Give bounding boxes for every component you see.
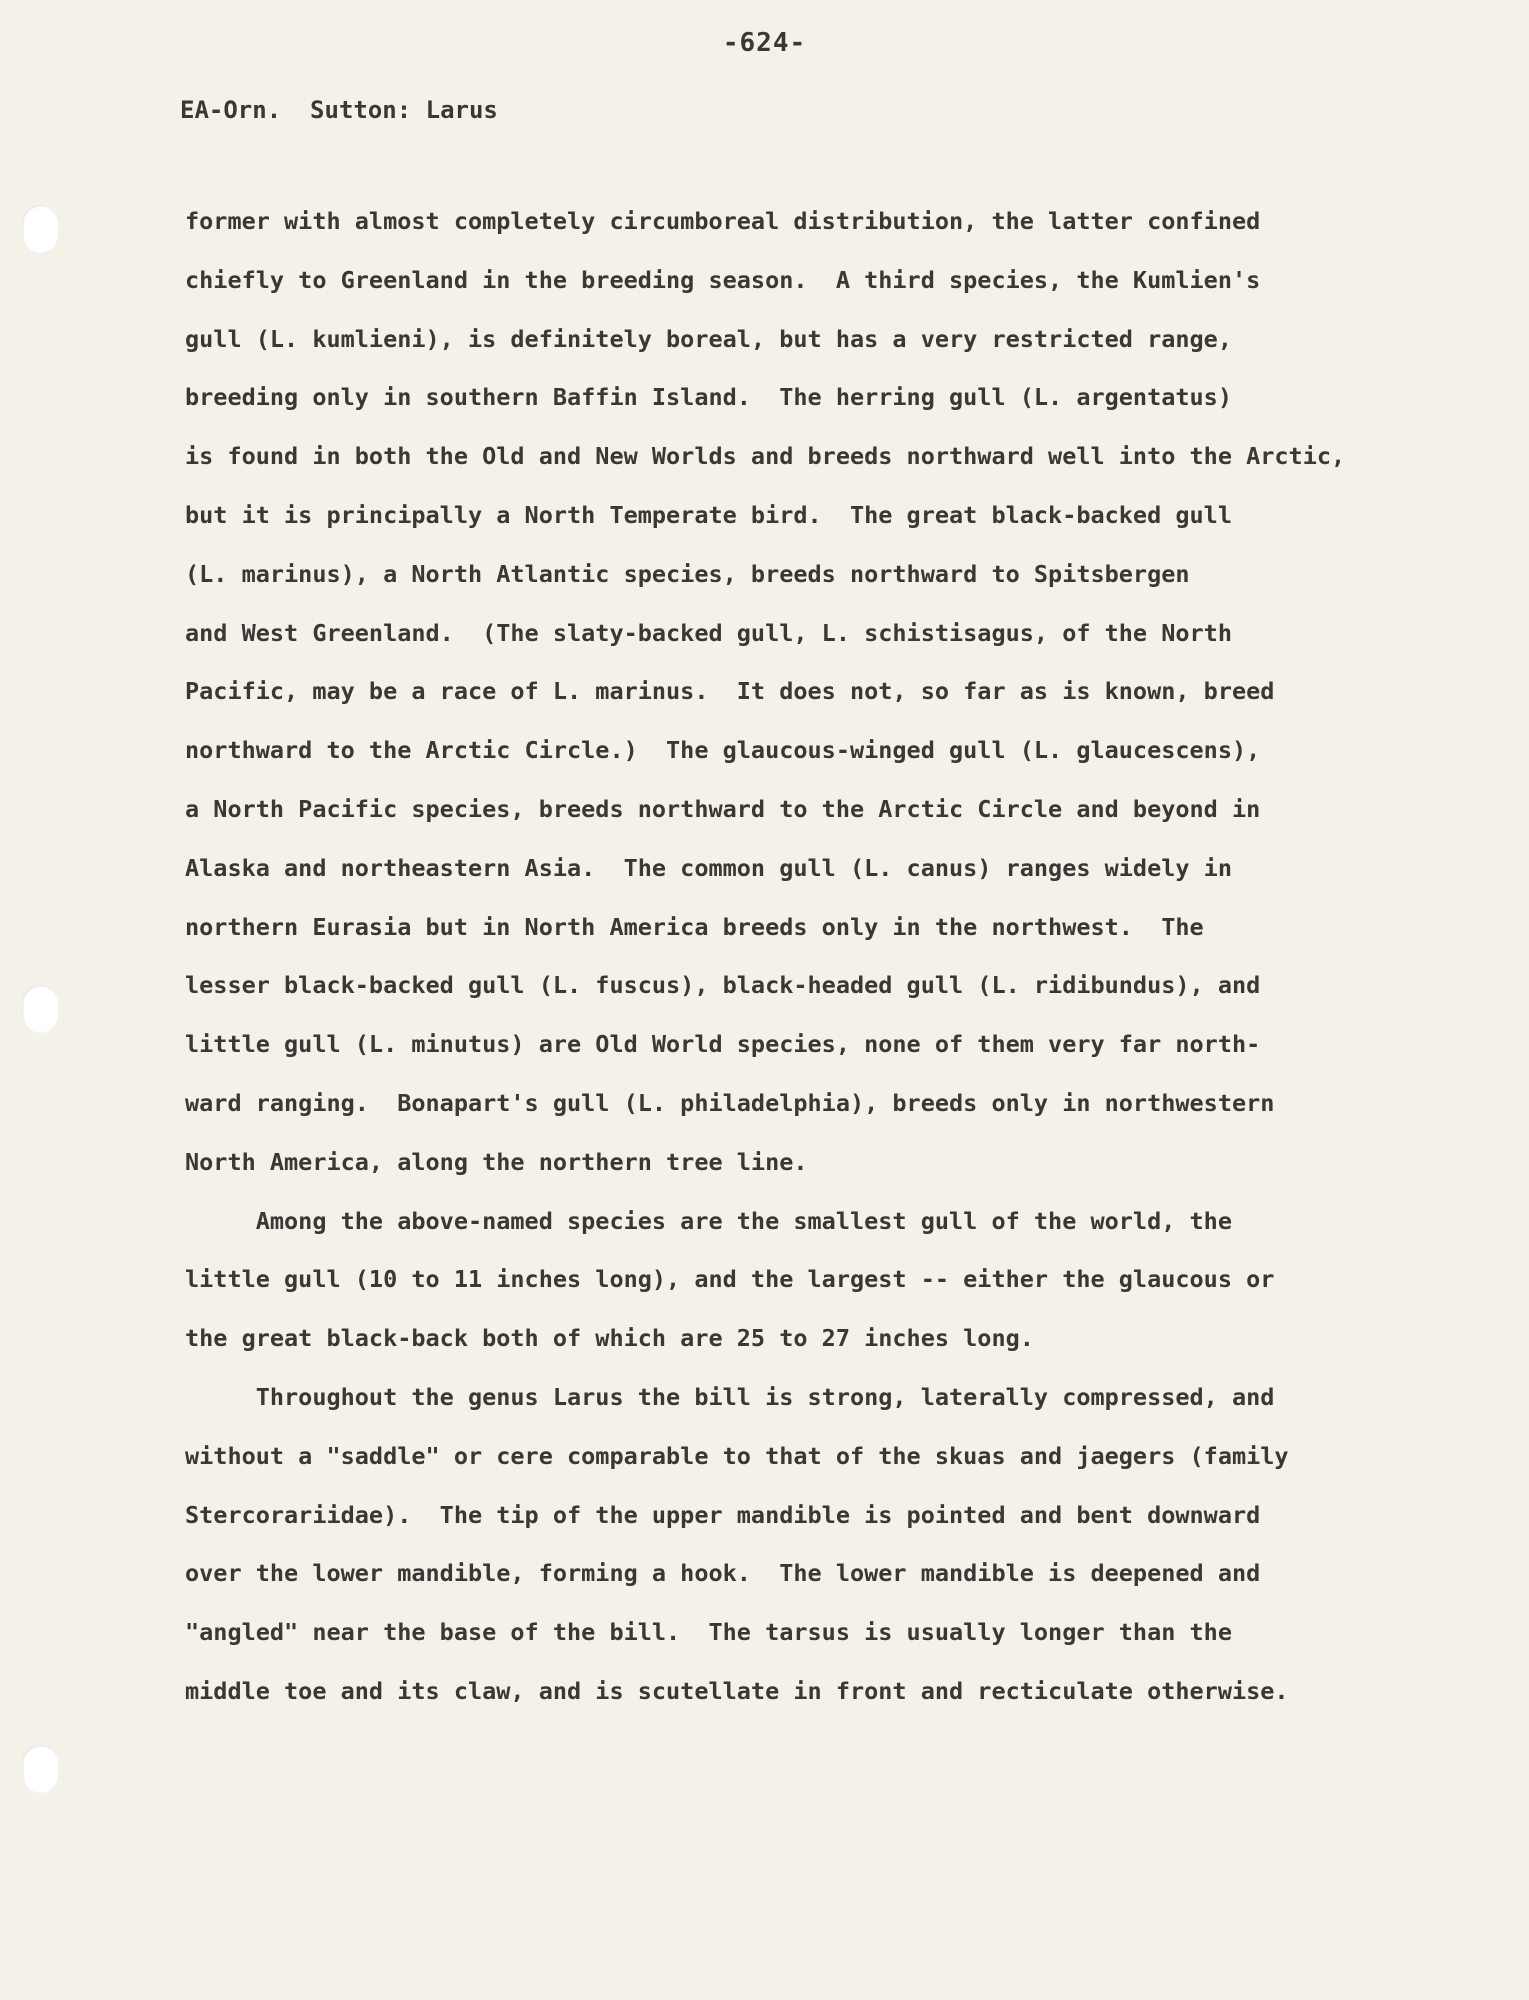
text-line: Among the above-named species are the smallest gull of the world, the <box>185 1206 1232 1235</box>
text-line: breeding only in southern Baffin Island. The herring gull (L. argentatus) <box>185 383 1232 412</box>
text-line: is found in both the Old and New Worlds and breeds northward well into the Arctic, <box>185 442 1346 471</box>
text-line: northward to the Arctic Circle.) The glaucous-winged gull (L. glaucescens), <box>185 736 1261 765</box>
text-line: "angled" near the base of the bill. The tarsus is usually longer than the <box>185 1618 1232 1647</box>
running-head: EA-Orn. Sutton: Larus <box>180 96 498 124</box>
text-line: (L. marinus), a North Atlantic species, breeds northward to Spitsbergen <box>185 559 1190 588</box>
text-line: Alaska and northeastern Asia. The common gull (L. canus) ranges widely in <box>185 853 1232 882</box>
text-line: little gull (L. minutus) are Old World species, none of them very far north- <box>185 1030 1261 1059</box>
text-line: a North Pacific species, breeds northward to the Arctic Circle and beyond in <box>185 794 1261 823</box>
text-line: ward ranging. Bonapart's gull (L. philadelphia), breeds only in northwestern <box>185 1088 1275 1117</box>
text-line: Stercorariidae). The tip of the upper mandible is pointed and bent downward <box>185 1500 1261 1529</box>
text-line: middle toe and its claw, and is scutellate in front and recticulate otherwise. <box>185 1676 1289 1705</box>
text-line: without a "saddle" or cere comparable to that of the skuas and jaegers (family <box>185 1441 1289 1470</box>
body-text <box>185 206 1485 1735</box>
text-line: former with almost completely circumboreal distribution, the latter confined <box>185 207 1261 235</box>
punch-hole <box>22 1745 58 1793</box>
text-line: little gull (10 to 11 inches long), and the largest -- either the glaucous or <box>185 1265 1275 1294</box>
text-line: northern Eurasia but in North America breeds only in the northwest. The <box>185 912 1204 941</box>
text-line: lesser black-backed gull (L. fuscus), black-headed gull (L. ridibundus), and <box>185 971 1261 1000</box>
text-line: but it is principally a North Temperate bird. The great black-backed gull <box>185 500 1232 529</box>
text-line: the great black-back both of which are 25 to 27 inches long. <box>185 1324 1034 1353</box>
text-line: and West Greenland. (The slaty-backed gull, L. schistisagus, of the North <box>185 618 1232 647</box>
text-line: gull (L. kumlieni), is definitely boreal, but has a very restricted range, <box>185 324 1232 353</box>
punch-hole <box>22 985 58 1033</box>
text-line: North America, along the northern tree line. <box>185 1147 808 1176</box>
text-line: over the lower mandible, forming a hook. The lower mandible is deepened and <box>185 1559 1261 1588</box>
punch-hole <box>22 205 58 253</box>
text-line: chiefly to Greenland in the breeding season. A third species, the Kumlien's <box>185 265 1261 294</box>
text-line: Pacific, may be a race of L. marinus. It does not, so far as is known, breed <box>185 677 1275 706</box>
text-line: Throughout the genus Larus the bill is strong, laterally compressed, and <box>185 1382 1275 1411</box>
page-number: -624- <box>722 28 807 58</box>
